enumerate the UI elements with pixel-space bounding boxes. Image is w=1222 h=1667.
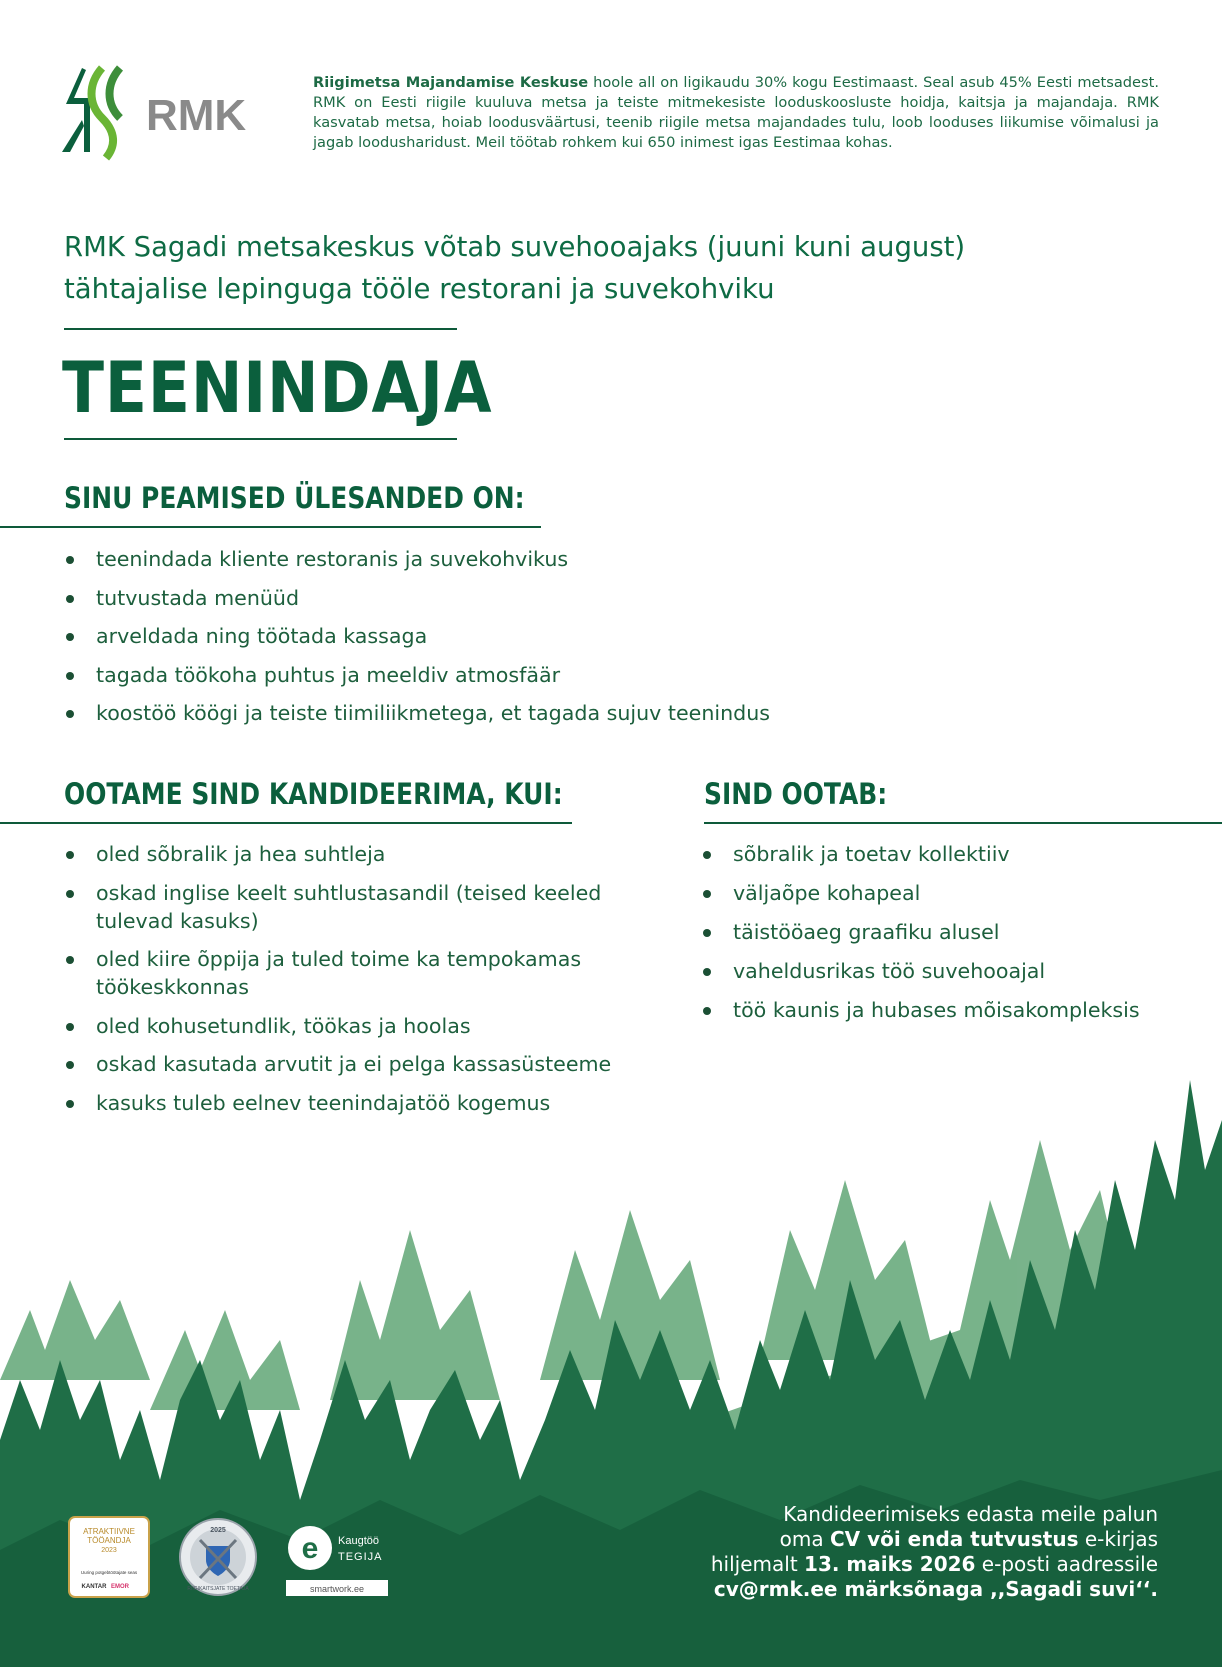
svg-text:smartwork.ee: smartwork.ee xyxy=(309,1584,365,1594)
svg-text:e: e xyxy=(301,1532,319,1565)
list-item: tutvustada menüüd xyxy=(64,584,964,612)
intro-org-name: Riigimetsa Majandamise Keskuse xyxy=(313,74,589,91)
list-item: vaheldusrikas töö suvehooajal xyxy=(701,957,1201,985)
apply-line2-bold: CV või enda tutvustus xyxy=(829,1527,1079,1551)
svg-text:TÖÖANDJA: TÖÖANDJA xyxy=(87,1536,131,1545)
list-item: sõbralik ja toetav kollektiiv xyxy=(701,840,1201,868)
list-item: koostöö köögi ja teiste tiimiliikmetega, et tagada sujuv teenindus xyxy=(64,699,964,727)
apply-email[interactable]: cv@rmk.ee märksõnaga ,,Sagadi suvi‘‘. xyxy=(713,1577,1158,1601)
list-item: kasuks tuleb eelnev teenindajatöö kogemus xyxy=(64,1089,634,1117)
remote-work-badge xyxy=(286,1516,396,1600)
svg-text:EMOR: EMOR xyxy=(111,1584,129,1590)
list-item: oled kohusetundlik, töökas ja hoolas xyxy=(64,1012,634,1040)
list-item: oled sõbralik ja hea suhtleja xyxy=(64,840,634,868)
svg-text:RMK: RMK xyxy=(146,91,247,140)
apply-line3-pre: hiljemalt xyxy=(710,1552,805,1576)
duties-rule xyxy=(0,526,541,528)
apply-line3 xyxy=(638,1552,1158,1577)
offer-heading: SIND OOTAB: xyxy=(704,777,888,811)
apply-deadline: 13. maiks 2026 xyxy=(804,1552,976,1576)
svg-text:KANTAR: KANTAR xyxy=(81,1584,107,1590)
apply-line2-pre: oma xyxy=(779,1527,830,1551)
list-item: teenindada kliente restoranis ja suvekohvikus xyxy=(64,545,964,573)
list-item: täistööaeg graafiku alusel xyxy=(701,918,1201,946)
job-subtitle-line2: tähtajalise lepinguga tööle restorani ja suvekohviku xyxy=(64,273,775,305)
svg-text:RIIGIKAITSJATE TOETAJA: RIIGIKAITSJATE TOETAJA xyxy=(187,1586,249,1592)
list-item: töö kaunis ja hubases mõisakompleksis xyxy=(701,996,1201,1024)
attractive-employer-badge xyxy=(68,1516,150,1598)
duties-heading: SINU PEAMISED ÜLESANDED ON: xyxy=(64,481,525,515)
title-rule-top xyxy=(64,328,457,330)
svg-text:ATRAKTIIVNE: ATRAKTIIVNE xyxy=(83,1527,135,1536)
svg-text:TEGIJA: TEGIJA xyxy=(338,1551,383,1563)
defence-supporter-badge xyxy=(178,1516,258,1598)
list-item: tagada töökoha puhtus ja meeldiv atmosfäär xyxy=(64,661,964,689)
apply-line2-post: e-kirjas xyxy=(1078,1527,1158,1551)
apply-email-line xyxy=(638,1577,1158,1602)
duties-list xyxy=(64,545,964,738)
list-item: oskad kasutada arvutit ja ei pelga kassasüsteeme xyxy=(64,1050,634,1078)
requirements-rule xyxy=(0,822,572,824)
job-subtitle xyxy=(64,226,1064,310)
apply-line3-post: e-posti aadressile xyxy=(975,1552,1158,1576)
svg-text:Uuring potgebtöötajate seas: Uuring potgebtöötajate seas xyxy=(80,1570,138,1575)
svg-text:Kaugtöö: Kaugtöö xyxy=(338,1535,379,1547)
requirements-heading: OOTAME SIND KANDIDEERIMA, KUI: xyxy=(64,777,563,811)
list-item: oskad inglise keelt suhtlustasandil (teised keeled tulevad kasuks) xyxy=(64,879,634,935)
offer-rule xyxy=(704,822,1222,824)
job-subtitle-line1: RMK Sagadi metsakeskus võtab suvehooajaks (juuni kuni august) xyxy=(64,231,966,263)
rmk-logo xyxy=(62,64,276,164)
job-title: TEENINDAJA xyxy=(62,347,493,429)
svg-text:2023: 2023 xyxy=(101,1547,117,1554)
apply-line2 xyxy=(638,1527,1158,1552)
list-item: oled kiire õppija ja tuled toime ka tempokamas töökeskkonnas xyxy=(64,945,634,1001)
list-item: arveldada ning töötada kassaga xyxy=(64,622,964,650)
apply-line1: Kandideerimiseks edasta meile palun xyxy=(783,1502,1158,1526)
svg-text:2025: 2025 xyxy=(210,1527,226,1534)
offer-list xyxy=(701,840,1201,1035)
list-item: väljaõpe kohapeal xyxy=(701,879,1201,907)
title-rule-bottom xyxy=(64,438,457,440)
application-info xyxy=(638,1502,1158,1602)
intro-text: hoole all on ligikaudu 30% kogu Eestimaast. Seal asub 45% Eesti metsadest. RMK on Eesti riigile kuuluva metsa ja teiste mitmekesiste looduskoosluste hoidja, kaitsja ja majandaja. RMK kasvatab metsa, hoiab loodusväärtusi, teenib riigile metsa majandades tulu, loob looduses liikumise võimalusi ja jagab loodusharidust. Meil töötab rohkem kui 650 inimest igas Eestimaa kohas. xyxy=(313,74,1159,151)
organization-intro xyxy=(313,73,1159,153)
